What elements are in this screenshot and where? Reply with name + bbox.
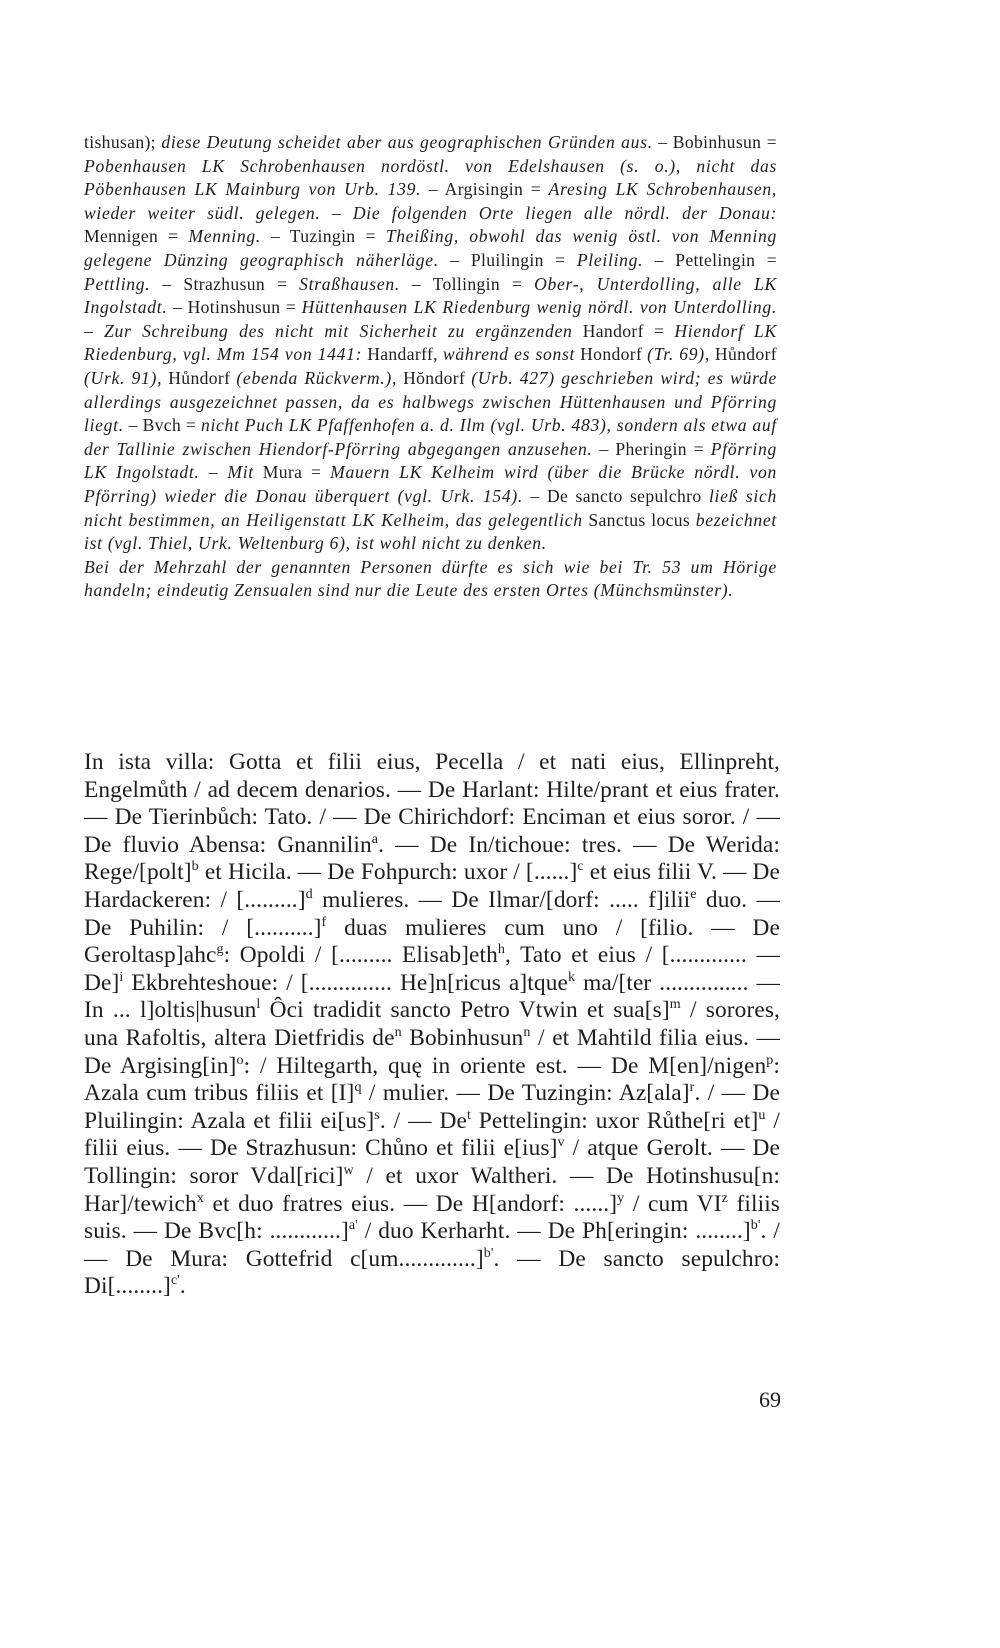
text-run: : Azala cum tribus filiis et [I] bbox=[84, 1052, 780, 1107]
italic-text: Menning. bbox=[188, 226, 261, 247]
italic-text: Hiendorf LK Riedenburg, vgl. Mm 154 von 1441: bbox=[84, 320, 777, 365]
text-run: . / — De bbox=[379, 1107, 467, 1134]
text-run: et eius filii V. — De Hardackeren: / [.........] bbox=[84, 859, 781, 913]
italic-text: während es sonst bbox=[442, 344, 576, 365]
footnote-marker: d bbox=[305, 885, 313, 902]
text-run: . / — De Mura: Gottefrid c[um.............] bbox=[84, 1218, 780, 1272]
text-run: duas mulieres cum uno / [filio. — De Geroltasp]ahc bbox=[84, 914, 780, 969]
text-run: In ista villa: Gotta et filii eius, Pecella / et nati eius, Ellinpreht, Engelmůth / ad decem denarios. — De Harlant: Hilte/prant et eius frater. — De Tierinbůch: Tato. / — De Chirichdorf: Enciman et eius soror. / — De fluvio Abensa: Gnannilin bbox=[84, 749, 780, 858]
italic-text: ließ sich nicht bestimmen, an Heiligenstatt LK Kelheim, das gelegentlich bbox=[84, 485, 778, 530]
italic-text: (ebenda Rückverm.), bbox=[236, 367, 398, 388]
text-run: Mennigen = bbox=[84, 226, 189, 247]
text-run: / et uxor Waltheri. — De Hotinshusu[n: Har]/tewich bbox=[84, 1162, 780, 1217]
footnote-marker: a bbox=[371, 830, 379, 847]
footnote-marker: z bbox=[721, 1189, 728, 1206]
footnote-marker: k bbox=[567, 968, 576, 985]
text-run: – Argisingin = bbox=[421, 179, 549, 200]
text-run: / filii eius. — De Strazhusun: Chůno et filii e[ius] bbox=[84, 1107, 781, 1162]
text-run: filiis suis. — De Bvc[h: ............] bbox=[84, 1190, 780, 1245]
footnote-marker: o bbox=[236, 1051, 244, 1068]
text-run: / et Mahtild filia eius. — De Argising[in] bbox=[84, 1024, 780, 1079]
footnote-marker: t bbox=[466, 1106, 471, 1123]
footnote-marker: b bbox=[191, 858, 199, 875]
text-run: Handarff, bbox=[362, 344, 443, 365]
text-run: duo. — De Puhilin: / [..........] bbox=[84, 886, 781, 941]
text-run: Hůndorf bbox=[709, 344, 777, 365]
source-text-paragraph bbox=[84, 749, 780, 1301]
text-run: Ôci tradidit sancto Petro Vtwin et sua[s] bbox=[260, 997, 670, 1024]
text-run: Hondorf bbox=[575, 344, 648, 365]
footnote-marker: g bbox=[216, 941, 224, 958]
footnote-marker: n bbox=[523, 1023, 531, 1040]
text-run: Pettelingin: uxor Růthe[ri et] bbox=[470, 1107, 759, 1134]
page-number: 69 bbox=[759, 1387, 781, 1412]
footnote-marker: b' bbox=[483, 1244, 494, 1261]
footnote-marker: r bbox=[689, 1079, 695, 1095]
text-run: et Hicila. — De Fohpurch: uxor / [......] bbox=[198, 859, 578, 886]
footnote-marker: u bbox=[758, 1106, 766, 1123]
commentary-paragraph-2 bbox=[84, 556, 777, 603]
text-run: Sanctus locus bbox=[582, 509, 696, 530]
italic-text: Mauern LK Kelheim wird (über die Brücke nördl. von Pförring) wieder die Donau überquert (vgl. Urk. 154). bbox=[84, 462, 778, 506]
text-run: – Bobinhusun = bbox=[652, 132, 777, 152]
text-run: . — De sancto sepulchro: Di[........] bbox=[84, 1245, 780, 1300]
text-run: Hŏndorf bbox=[397, 367, 472, 388]
text-run: – Pettelingin = bbox=[643, 249, 778, 270]
text-run: – Pluilingin = bbox=[438, 249, 577, 270]
text-run: . — De In/tichoue: tres. — De Werida: Rege/[polt] bbox=[84, 831, 780, 886]
text-run: Bobinhusun bbox=[401, 1024, 524, 1051]
italic-text: (Tr. 69), bbox=[647, 344, 710, 365]
footnote-marker: e bbox=[690, 885, 697, 902]
text-run: ma/[ter ............... — In ... l]oltis|husun bbox=[84, 969, 780, 1024]
source-text bbox=[84, 749, 780, 1301]
text-run: Mura = bbox=[253, 462, 331, 483]
italic-text: diese Deutung scheidet aber aus geographischen Gründen aus. bbox=[161, 132, 653, 152]
text-run: Ekbrehteshoue: / [.............. He]n[ricus a]tque bbox=[123, 969, 568, 996]
italic-text: Pförring LK Ingolstadt. – Mit bbox=[84, 438, 777, 483]
text-run: – Tuzingin = bbox=[260, 226, 386, 247]
footnote-marker: b' bbox=[750, 1216, 761, 1233]
text-run: et duo fratres eius. — De H[andorf: ......] bbox=[203, 1190, 618, 1217]
italic-text: Hüttenhausen LK Riedenburg wenig nördl. von Unterdolling. – Zur Schreibung des nicht mit Sicherheit zu ergänzenden bbox=[84, 297, 777, 341]
text-run: – Bvch = bbox=[123, 415, 201, 436]
footnote-marker: m bbox=[669, 996, 681, 1013]
footnote-marker: l bbox=[256, 996, 261, 1013]
footnote-marker: h bbox=[497, 941, 506, 958]
text-run: . bbox=[179, 1273, 186, 1300]
footnote-marker: f bbox=[321, 913, 327, 930]
text-run: : Opoldi / [......... Elisab]eth bbox=[223, 942, 498, 969]
text-run: – Hotinshusun = bbox=[167, 297, 302, 318]
text-run: . / — De Pluilingin: Azala et filii ei[us] bbox=[84, 1080, 780, 1134]
text-run: Handorf = bbox=[572, 320, 675, 341]
footnote-marker: a' bbox=[348, 1216, 358, 1233]
footnote-marker: c bbox=[577, 858, 584, 875]
italic-text: Straßhausen. bbox=[299, 273, 400, 294]
text-run: / duo Kerharht. — De Ph[eringin: ........] bbox=[357, 1218, 751, 1245]
text-run: / sorores, una Rafoltis, altera Dietfridis de bbox=[84, 997, 780, 1051]
text-run: tishusan); bbox=[84, 132, 162, 152]
text-run: / cum VI bbox=[624, 1190, 722, 1217]
italic-text: von Menning gelegene Dünzing geographisch näherläge. bbox=[84, 226, 778, 270]
commentary-paragraph-1 bbox=[84, 131, 777, 556]
italic-text: Pobenhausen LK Schrobenhausen nordöstl. von Edelshausen (s. o.), nicht das Pöbenhausen LK Mainburg von Urb. 139. bbox=[84, 155, 777, 200]
text-run: – De sancto sepulchro bbox=[523, 485, 709, 506]
italic-text: (Urb. 427) geschrieben wird; es würde allerdings ausgezeichnet passen, da es halbwegs zwischen Hüttenhausen und Pförring liegt. bbox=[84, 367, 778, 436]
italic-text: bezeichnet ist (vgl. Thiel, Urk. Weltenburg 6), ist wohl nicht zu denken. bbox=[84, 509, 777, 554]
footnote-marker: i bbox=[119, 968, 124, 985]
footnote-marker: v bbox=[557, 1134, 565, 1151]
text-run: – Pheringin = bbox=[592, 438, 711, 459]
text-run: Hůndorf bbox=[162, 367, 237, 388]
footnote-marker: n bbox=[394, 1023, 402, 1040]
italic-text: Ober-, Unterdolling, alle LK Ingolstadt. bbox=[84, 273, 777, 318]
text-run: / mulier. — De Tuzingin: Az[ala] bbox=[361, 1080, 690, 1107]
footnote-marker: c' bbox=[170, 1272, 180, 1289]
text-run: mulieres. — De Ilmar/[dorf: ..... f]ilii bbox=[312, 886, 691, 913]
text-run bbox=[662, 226, 672, 246]
italic-text: Pleiling. bbox=[576, 249, 644, 270]
commentary-notes bbox=[84, 131, 777, 603]
footnote-marker: q bbox=[354, 1079, 362, 1095]
text-run: , Tato et eius / [............. — De] bbox=[84, 942, 780, 996]
italic-text: Bei der Mehrzahl der genannten Personen dürfte es sich wie bei Tr. 53 um Hörige handeln; eindeutig Zensualen sind nur die Leute des ersten Ortes (Münchsmünster). bbox=[84, 556, 777, 601]
italic-text: nicht Puch LK Pfaffenhofen a. d. Ilm (vgl. Urb. 483), sondern als etwa auf der Tallinie zwischen Hiendorf-Pförring abgegangen anzusehen. bbox=[84, 415, 777, 459]
text-run: – Tollingin = bbox=[399, 273, 535, 294]
italic-text: Aresing LK Schrobenhausen, wieder weiter südl. gelegen. – Die folgenden Orte liegen alle nördl. der Donau: bbox=[84, 179, 778, 223]
footnote-marker: p bbox=[766, 1051, 774, 1068]
footnote-marker: w bbox=[343, 1161, 354, 1178]
footnote-marker: y bbox=[617, 1189, 625, 1206]
text-run: : / Hiltegarth, quę in oriente est. — De M[en]/nigen bbox=[243, 1052, 767, 1079]
text-run: – Strazhusun = bbox=[150, 273, 300, 294]
footnote-marker: x bbox=[196, 1189, 204, 1206]
italic-text: Theißing, obwohl das wenig östl. bbox=[385, 226, 662, 247]
footnote-marker: s bbox=[374, 1106, 380, 1123]
italic-text: Pettling. bbox=[84, 273, 151, 294]
text-run: / atque Gerolt. — De Tollingin: soror Vdal[rici] bbox=[84, 1135, 780, 1189]
italic-text: (Urk. 91), bbox=[84, 367, 163, 388]
